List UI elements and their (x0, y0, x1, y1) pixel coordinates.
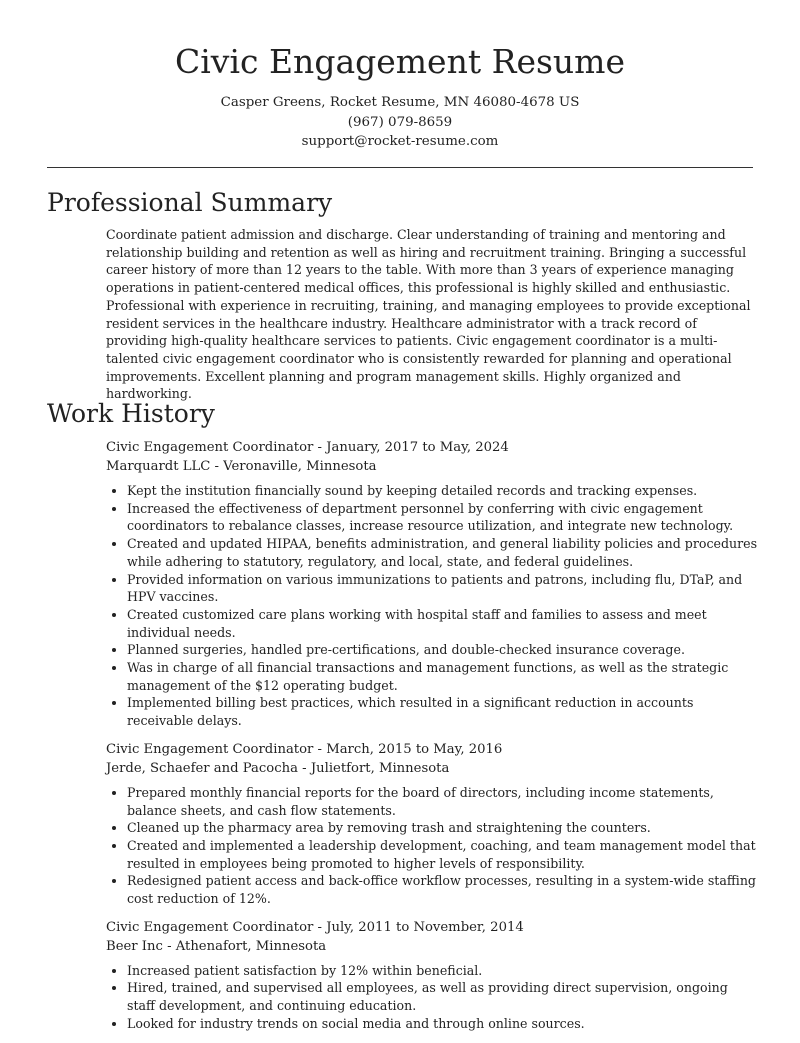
job-company-line: Jerde, Schaefer and Pacocha - Julietfort, Minnesota (106, 760, 450, 776)
job-bullet: • Created customized care plans working with hospital staff and families to assess and meet individual needs. (127, 606, 758, 641)
job-bullet: • Prepared monthly financial reports for the board of directors, including income statements, balance sheets, and cash flow statements. (127, 784, 758, 819)
job-bullet: • Provided information on various immunizations to patients and patrons, including flu, DTaP, and HPV vaccines. (127, 571, 758, 606)
job-company-line: Beer Inc - Athenafort, Minnesota (106, 938, 327, 954)
job-bullet: • Cleaned up the pharmacy area by removing trash and straightening the counters. (127, 819, 758, 837)
job-bullet: • Was in charge of all financial transactions and management functions, as well as the strategic management of the $12 operating budget. (127, 659, 758, 694)
header-divider (47, 167, 753, 168)
job-title-line: Civic Engagement Coordinator - March, 2015 to May, 2016 (106, 741, 503, 757)
job-bullet: • Kept the institution financially sound by keeping detailed records and tracking expenses. (127, 482, 758, 500)
job-bullet: • Created and implemented a leadership development, coaching, and team management model that resulted in employees being promoted to higher levels of responsibility. (127, 837, 758, 872)
job-company-line: Marquardt LLC - Veronaville, Minnesota (106, 459, 377, 474)
resume-title: Civic Engagement Resume (175, 42, 625, 81)
job-entry (106, 740, 758, 908)
job-bullet: • Increased the effectiveness of department personnel by conferring with civic engagement coordinators to rebalance classes, increase resource utilization, and integrate new technology. (127, 500, 758, 535)
summary-text: Coordinate patient admission and discharge. Clear understanding of training and mentoring and relationship building and retention as well as hiring and recruitment training. Bringing a successful career history of more than 12 years to the table. With more than 3 years of experience managing operations in patient-centered medical offices, this professional is highly skilled and enthusiastic. Professional with experience in recruiting, training, and managing employees to provide exceptional resident services in the healthcare industry. Healthcare administrator with a track record of providing high-quality healthcare services to patients. Civic engagement coordinator is a multi-talented civic engagement coordinator who is consistently rewarded for planning and operational improvements. Excellent planning and program management skills. Highly organized and hardworking. (106, 227, 751, 402)
job-title-line: Civic Engagement Coordinator - July, 2011 to November, 2014 (106, 919, 524, 935)
job-bullet: • Created and updated HIPAA, benefits administration, and general liability policies and procedures while adhering to statutory, regulatory, and local, state, and federal guidelines. (127, 535, 758, 570)
job-bullets (106, 962, 758, 1033)
job-bullet: • Redesigned patient access and back-office workflow processes, resulting in a system-wide staffing cost reduction of 12%. (127, 872, 758, 907)
summary-heading: Professional Summary (47, 188, 333, 217)
contact-info (0, 93, 800, 152)
job-bullets (106, 784, 758, 908)
job-bullet: • Implemented billing best practices, which resulted in a significant reduction in accounts receivable delays. (127, 694, 758, 729)
job-entry (106, 438, 758, 730)
job-bullet: • Planned surgeries, handled pre-certifications, and double-checked insurance coverage. (127, 641, 758, 659)
job-bullet: • Hired, trained, and supervised all employees, as well as providing direct supervision, ongoing staff development, and continuing education. (127, 979, 758, 1014)
contact-phone: (967) 079-8659 (347, 114, 453, 130)
job-entry (106, 918, 758, 1033)
job-bullet: • Looked for industry trends on social media and through online sources. (127, 1015, 758, 1033)
job-bullet: • Increased patient satisfaction by 12% within beneficial. (127, 962, 758, 980)
work-history-heading: Work History (47, 399, 215, 428)
contact-address: Casper Greens, Rocket Resume, MN 46080-4678 US (220, 95, 580, 110)
job-bullets (106, 482, 758, 730)
contact-email: support@rocket-resume.com (301, 134, 499, 149)
work-history-list (106, 438, 758, 1043)
job-title-line: Civic Engagement Coordinator - January, 2017 to May, 2024 (106, 440, 509, 455)
